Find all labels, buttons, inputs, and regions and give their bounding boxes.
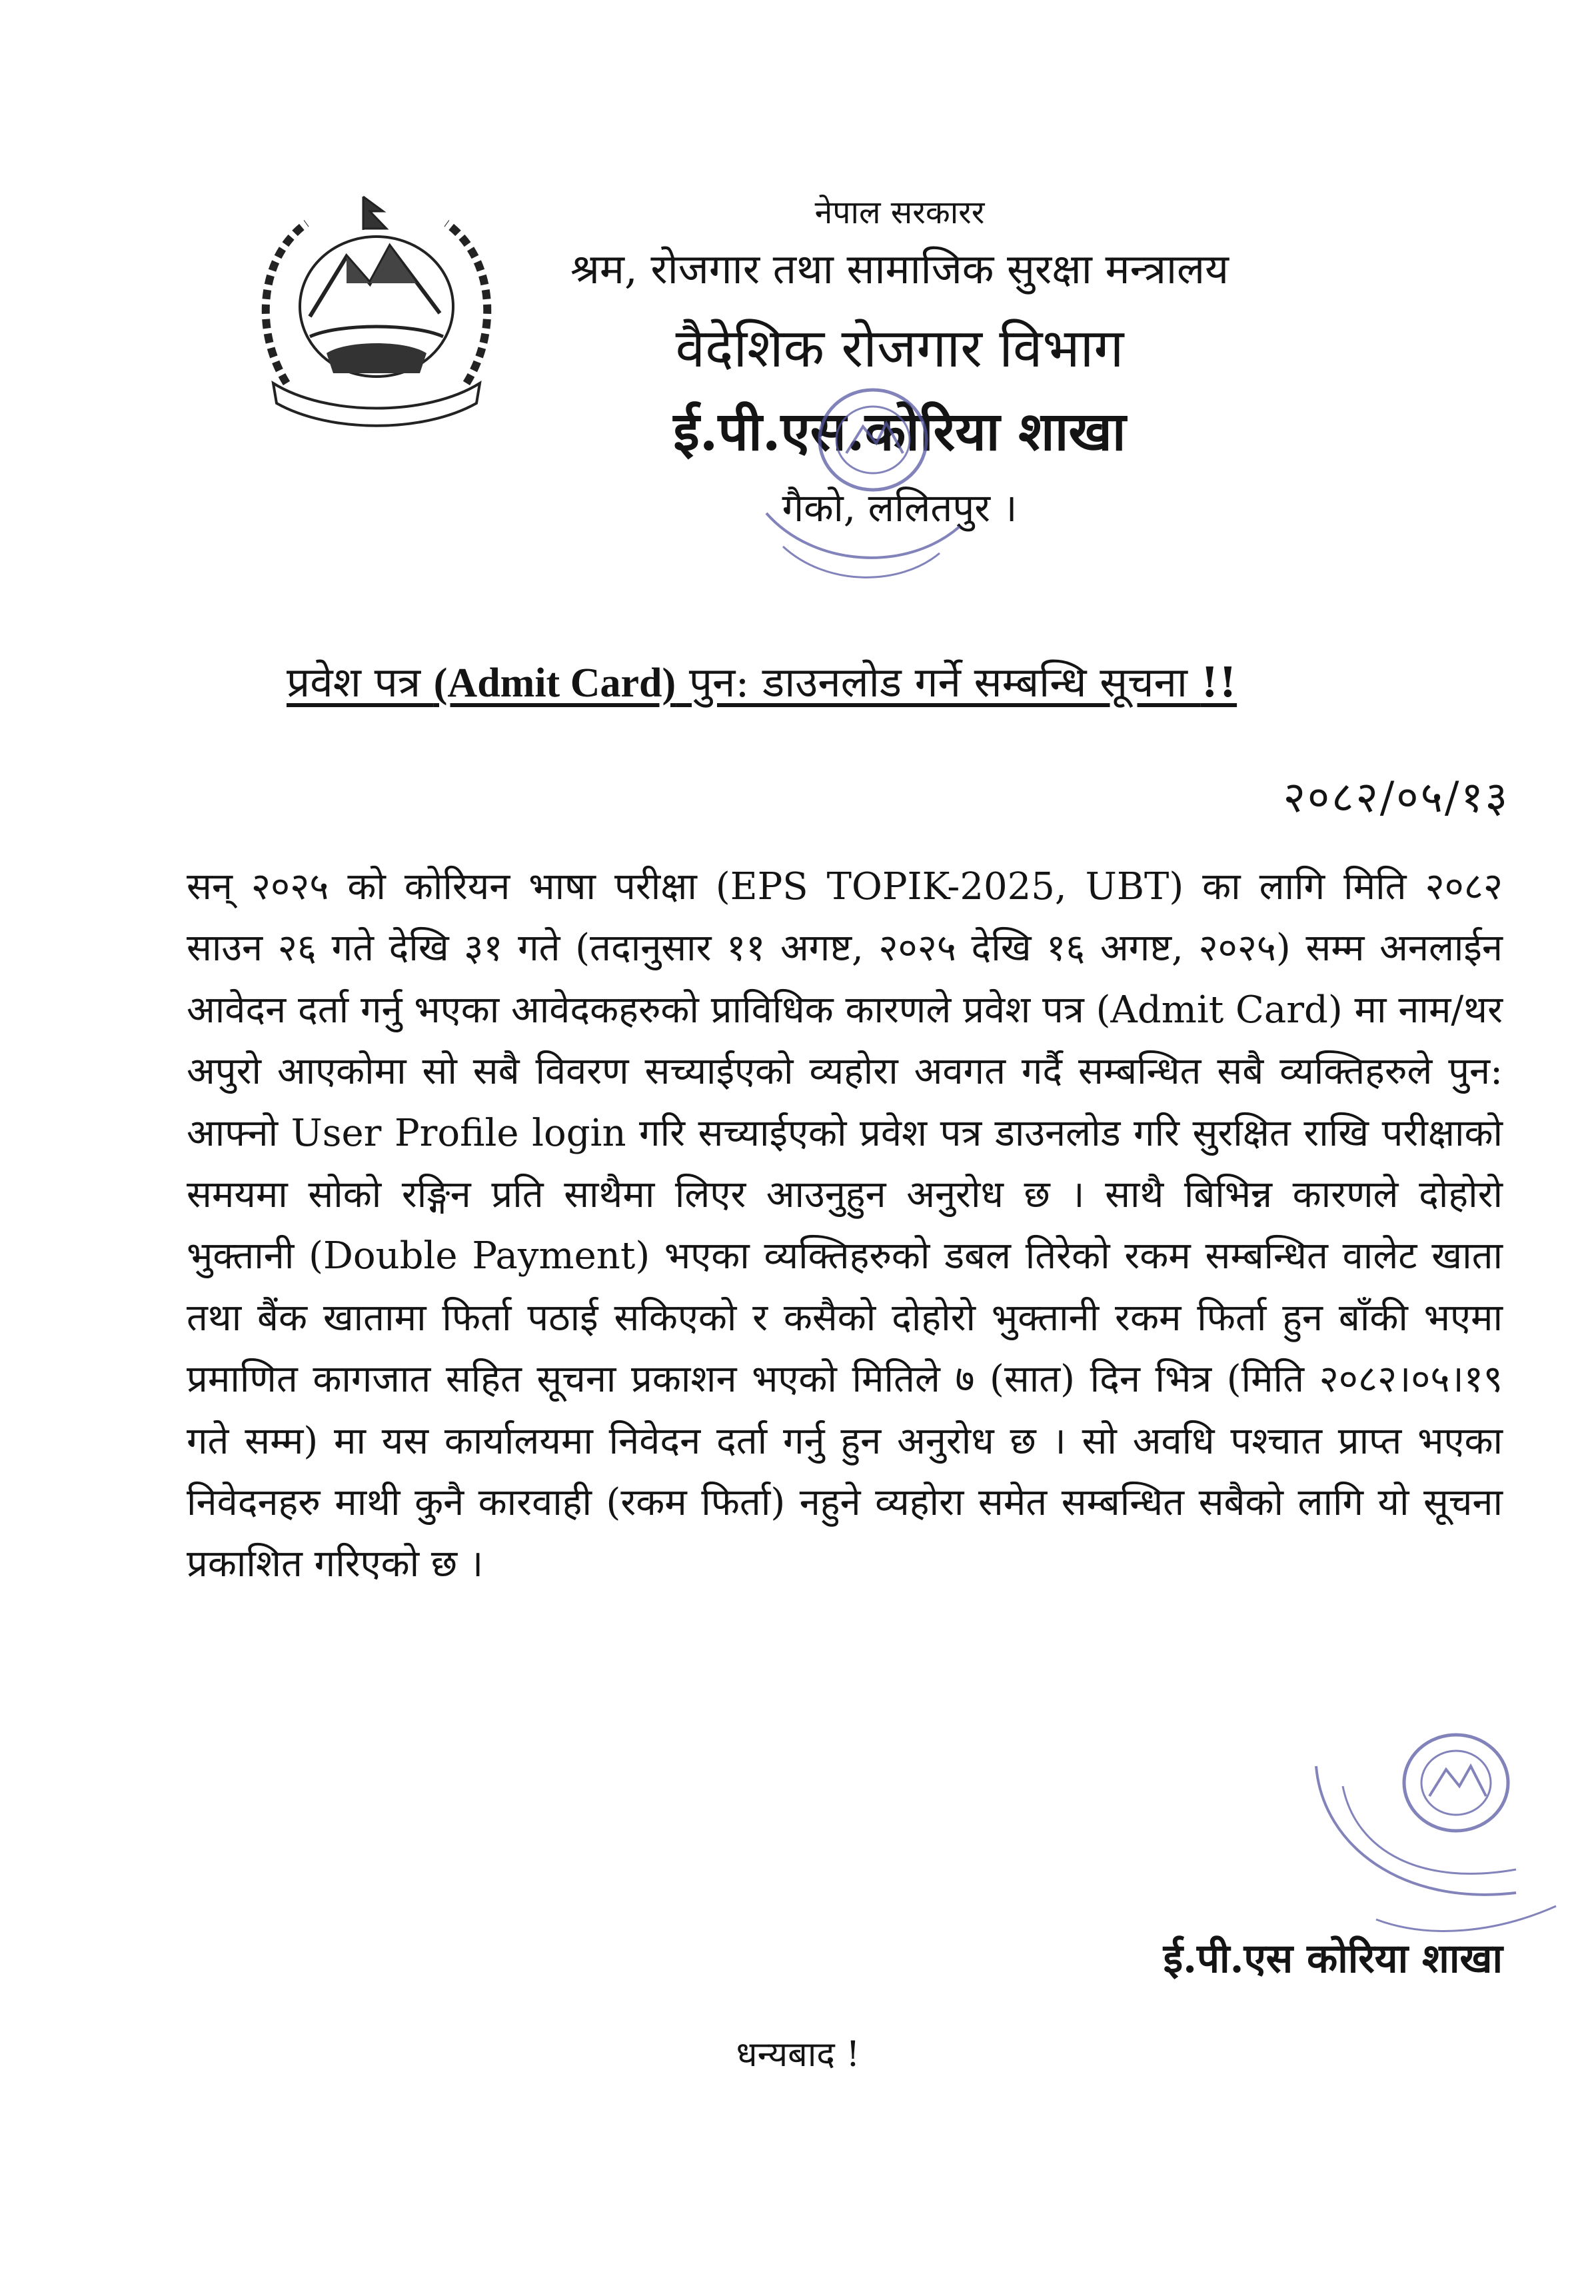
official-seal-stamp-icon — [720, 380, 986, 593]
official-seal-stamp-icon — [1296, 1726, 1576, 1946]
notice-title-latin: (Admit Card) — [433, 660, 676, 706]
notice-title-prefix: प्रवेश पत्र — [287, 658, 434, 706]
notice-title-exclamation: !! — [1200, 658, 1237, 706]
branch-name: ई.पी.एस.कोरिया शाखा — [673, 400, 1126, 463]
department-name: वैदेशिक रोजगार विभाग — [675, 317, 1124, 379]
government-name: नेपाल सरकारर — [814, 194, 985, 231]
notice-title-suffix: पुन: डाउनलोड गर्ने सम्बन्धि सूचना — [676, 658, 1201, 706]
closing-thanks: धन्यबाद ! — [736, 2035, 860, 2075]
office-address: गैको, ललितपुर । — [782, 485, 1018, 531]
notice-title — [287, 653, 1419, 709]
notice-date: २०८२/०५/१३ — [1283, 773, 1509, 822]
notice-body-paragraph: सन् २०२५ को कोरियन भाषा परीक्षा (EPS TOPIK-2025, UBT) का लागि मिति २०८२ साउन २६ गते देखि ३१ गते (तदानुसार ११ अगष्ट, २०२५ देखि १६ अगष्ट, २०२५) सम्म अनलाईन आवेदन दर्ता गर्नु भएका आवेदकहरुको प्राविधिक कारणले प्रवेश पत्र (Admit Card) मा नाम/थर अपुरो आएकोमा सो सबै विवरण सच्याईएको व्यहोरा अवगत गर्दै सम्बन्धित सबै व्यक्तिहरुले पुन: आफ्नो User Profile login गरि सच्याईएको प्रवेश पत्र डाउनलोड गरि सुरक्षित राखि परीक्षाको समयमा सोको रङ्गिन प्रति साथैमा लिएर आउनुहुन अनुरोध छ । साथै बिभिन्न कारणले दोहोरो भुक्तानी (Double Payment) भएका व्यक्तिहरुको डबल तिरेको रकम सम्बन्धित वालेट खाता तथा बैंक खातामा फिर्ता पठाई सकिएको र कसैको दोहोरो भुक्तानी रकम फिर्ता हुन बाँकी भएमा प्रमाणित कागजात सहित सूचना प्रकाशन भएको मितिले ७ (सात) दिन भित्र (मिति २०८२।०५।१९ गते सम्म) मा यस कार्यालयमा निवेदन दर्ता गर्नु हुन अनुरोध छ । सो अवधि पश्चात प्राप्त भएका निवेदनहरु माथी कुनै कारवाही (रकम फिर्ता) नहुने व्यहोरा समेत सम्बन्धित सबैको लागि यो सूचना प्रकाशित गरिएको छ । — [187, 865, 1503, 1586]
signature-branch: ई.पी.एस कोरिया शाखा — [1163, 1935, 1503, 1982]
ministry-name: श्रम, रोजगार तथा सामाजिक सुरक्षा मन्त्रालय — [570, 245, 1229, 293]
notice-body — [187, 856, 1503, 1596]
